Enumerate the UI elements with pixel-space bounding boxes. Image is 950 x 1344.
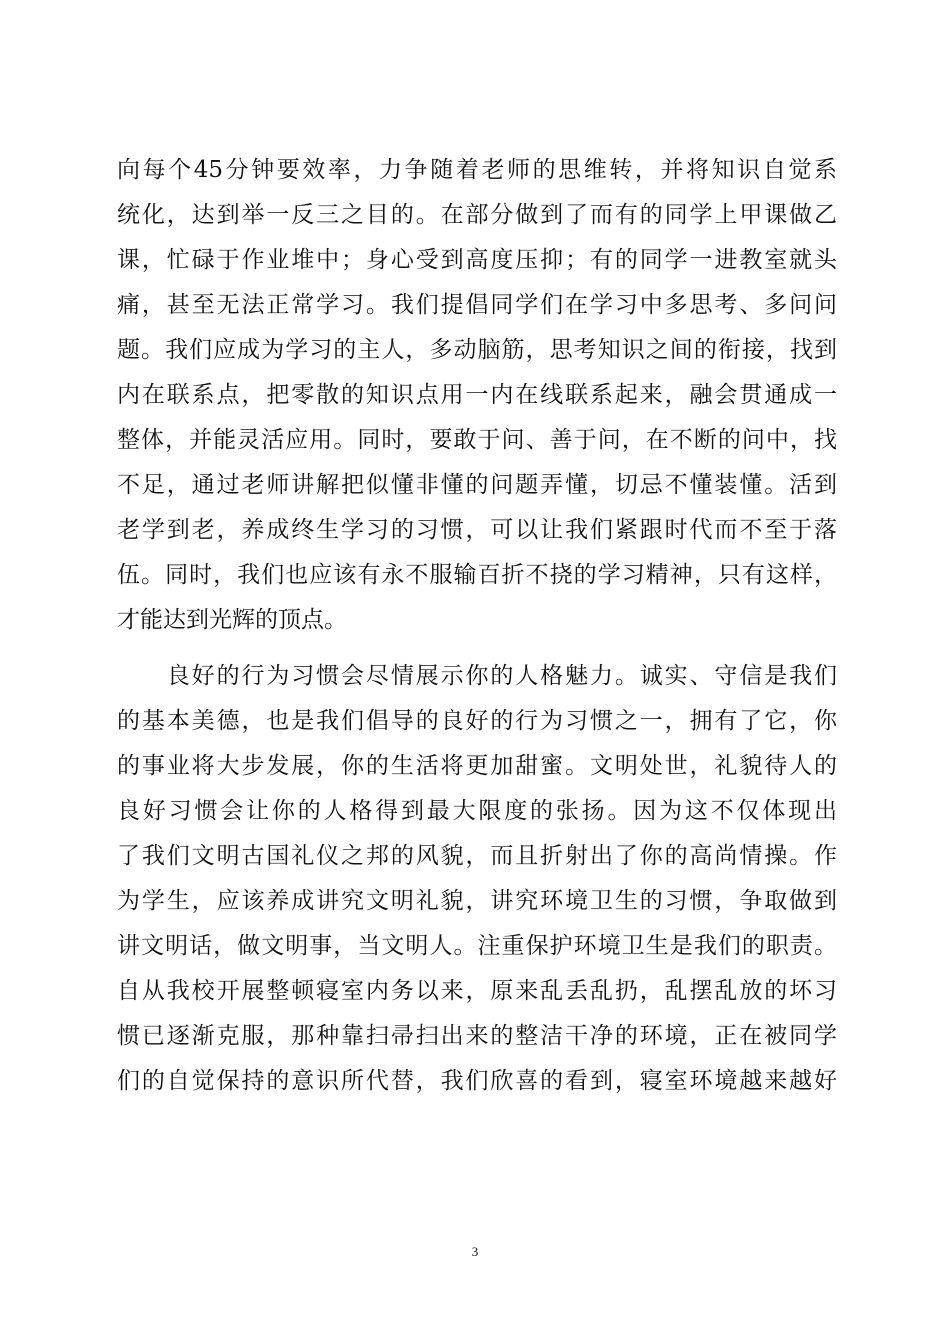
text-line: 题。我们应成为学习的主人，多动脑筋，思考知识之间的衔接，找到 <box>117 337 837 363</box>
text-line: 自从我校开展整顿寝室内务以来，原来乱丢乱扔，乱摆乱放的坏习 <box>117 978 837 1004</box>
text-line: 才能达到光辉的顶点。 <box>117 607 347 633</box>
text-line: 们的自觉保持的意识所代替，我们欣喜的看到，寝室环境越来越好 <box>117 1068 837 1094</box>
text-line: 了我们文明古国礼仪之邦的风貌，而且折射出了你的高尚情操。作 <box>117 843 837 869</box>
paragraph-spacing <box>117 643 837 654</box>
text-line: 讲文明话，做文明事，当文明人。注重保护环境卫生是我们的职责。 <box>117 933 837 959</box>
text-line: 课，忙碌于作业堆中；身心受到高度压抑；有的同学一进教室就头 <box>117 247 837 273</box>
text-line: 良好的行为习惯会尽情展示你的人格魅力。诚实、守信是我们 <box>117 663 837 689</box>
text-line: 整体，并能灵活应用。同时，要敢于问、善于问，在不断的问中，找 <box>117 427 837 453</box>
text-line: 统化，达到举一反三之目的。在部分做到了而有的同学上甲课做乙 <box>117 202 837 228</box>
text-line: 不足，通过老师讲解把似懂非懂的问题弄懂，切忌不懂装懂。活到 <box>117 472 837 498</box>
text-line: 惯已逐渐克服，那种靠扫帚扫出来的整洁干净的环境，正在被同学 <box>117 1023 837 1049</box>
text-line: 老学到老，养成终生学习的习惯，可以让我们紧跟时代而不至于落 <box>117 517 837 543</box>
text-line: 伍。同时，我们也应该有永不服输百折不挠的学习精神，只有这样， <box>117 562 837 588</box>
paragraph-behavior <box>117 654 837 1104</box>
text-line: 的事业将大步发展，你的生活将更加甜蜜。文明处世，礼貌待人的 <box>117 753 837 779</box>
text-line: 的基本美德，也是我们倡导的良好的行为习惯之一，拥有了它，你 <box>117 708 837 734</box>
text-line: 痛，甚至无法正常学习。我们提倡同学们在学习中多思考、多问问 <box>117 292 837 318</box>
page-number: 3 <box>471 1244 479 1259</box>
text-line: 向每个45分钟要效率，力争随着老师的思维转，并将知识自觉系 <box>117 157 837 183</box>
text-line: 良好习惯会让你的人格得到最大限度的张扬。因为这不仅体现出 <box>117 798 837 824</box>
text-line: 内在联系点，把零散的知识点用一内在线联系起来，融会贯通成一 <box>117 382 837 408</box>
body-text <box>117 148 837 1104</box>
paragraph-study <box>117 148 837 643</box>
text-line: 为学生，应该养成讲究文明礼貌，讲究环境卫生的习惯，争取做到 <box>117 888 837 914</box>
